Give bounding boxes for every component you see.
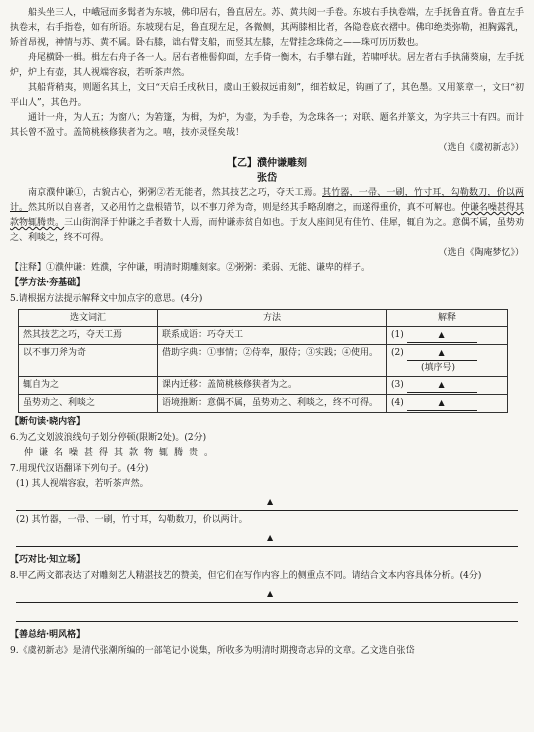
question-7-item-1: (1) 其人视端容寂，若听茶声然。 (16, 479, 149, 489)
answer-blank[interactable]: ▲ (407, 378, 477, 393)
table-row (19, 395, 508, 413)
yi-title: 【乙】濮仲谦雕刻 (227, 158, 307, 169)
question-7-stem: 7.用现代汉语翻译下列句子。(4分) (10, 464, 149, 474)
table-row (19, 327, 508, 345)
passage-yi (10, 156, 524, 261)
question-8-stem: 8.甲乙两文都表达了对雕刻艺人精湛技艺的赞美，但它们在写作内容上的侧重点不同。请结合文本内容具体分析。(4分) (10, 571, 482, 581)
table-cell-answer[interactable] (387, 345, 508, 377)
notes: 【注释】①濮仲谦：姓濮，字仲谦，明清时期雕刻家。②粥粥：柔弱、无能、谦卑的样子。 (10, 263, 371, 273)
table-header-row (19, 310, 508, 327)
answer-line[interactable] (16, 584, 518, 603)
table-cell-word: 虽势劝之、利啖之 (19, 395, 158, 413)
answer-blank[interactable]: ▲ (407, 396, 477, 411)
jia-paragraph-2 (10, 51, 524, 81)
table-row (19, 377, 508, 395)
jia-source: （选自《虞初新志》） (438, 143, 524, 153)
answer-marker: ▲ (267, 589, 274, 598)
answer-marker: ▲ (267, 497, 274, 506)
answer-hint: (填序号) (421, 363, 456, 373)
answer-blank[interactable]: ▲ (407, 328, 477, 343)
section-heading-3: 【巧对比·知立场】 (10, 555, 86, 565)
section-heading-1: 【学方法·夯基础】 (10, 278, 86, 288)
yi-line-1: 南京濮仲谦①，古貌古心，粥粥②若无能者，然其技艺之巧，夺天工焉。 (28, 188, 323, 198)
table-cell-answer[interactable] (387, 377, 508, 395)
question-6-stem: 6.为乙文划波浪线句子划分停顿(限断2处)。(2分) (10, 433, 207, 443)
table-cell-method: 借助字典：①事情；②侍奉，服侍；③实践；④使用。 (158, 345, 387, 377)
yi-line-3: 然其所以自喜者，又必用竹之盘根错节，以不事刀斧为奇，则是经其手略刮磨之，而遂得重价，真不可解也。 (28, 203, 461, 213)
question-9-stem: 9.《虞初新志》是清代张潮所编的一部笔记小说集，所收多为明清时期搜奇志异的文章。乙文选自张岱 (10, 646, 415, 656)
table-cell-method: 课内迁移：盖简桃核修狭者为之。 (158, 377, 387, 395)
yi-author: 张岱 (257, 173, 277, 184)
jia-paragraph-4: 通计一舟，为人五；为窗八；为箬篷，为楫，为炉，为壶，为手卷，为念珠各一；对联、题名并篆文，为字共三十有四。而计其长曾不盈寸。盖简桃核修狭者为之。嘻，技亦灵怪矣哉！ (10, 113, 524, 138)
table-header: 解释 (387, 310, 508, 327)
answer-line[interactable] (16, 492, 518, 511)
jia-paragraph-1: 船头坐三人，中峨冠而多髯者为东坡，佛印居右，鲁直居左。苏、黄共阅一手卷。东坡右手执卷端，左手抚鲁直背。鲁直左手执卷末，右手指卷，如有所语。东坡现右足，鲁直现左足，各微侧，其两膝相比者，各隐卷底衣褶中。佛印绝类弥勒，袒胸露乳，矫首昂视，神情与苏、黄不属。卧右膝，诎右臂支船，而竖其左膝，左臂挂念珠倚之——珠可历历数也。 (10, 8, 524, 48)
table-header: 选文词汇 (19, 310, 158, 327)
yi-line-5: 三山街润泽于仲谦之手者数十人焉，而仲谦赤贫自如也。于友人座间见有佳竹、佳犀，辄自为之。意偶不属，虽势劝之、利啖之，终不可得。 (10, 218, 524, 243)
answer-marker: ▲ (267, 533, 274, 542)
answer-number: (2) (391, 348, 404, 358)
yi-wavy-sentence: 仲谦名噪甚得其款物辄腾贵。 (10, 203, 524, 228)
section-heading-2: 【断句读·晓内容】 (10, 417, 86, 427)
question-5-table (18, 309, 508, 413)
answer-number: (4) (391, 398, 404, 408)
question-7-item-2: (2) 其竹器，一帚、一刷，竹寸耳，勾勒数刀，价以两计。 (16, 515, 248, 525)
table-row (19, 345, 508, 377)
table-cell-method: 语境推断：意偶不属，虽势劝之、利啖之，终不可得。 (158, 395, 387, 413)
answer-line[interactable] (16, 603, 518, 622)
table-cell-answer[interactable] (387, 327, 508, 345)
table-cell-word: 辄自为之 (19, 377, 158, 395)
question-6-sentence[interactable]: 仲谦名噪甚得其款物辄腾贵。 (24, 448, 220, 458)
table-cell-answer[interactable] (387, 395, 508, 413)
question-5-stem: 5.请根据方法提示解释文中加点字的意思。(4分) (10, 294, 203, 304)
yi-source: （选自《陶庵梦忆》） (438, 248, 524, 258)
answer-number: (1) (391, 330, 404, 340)
table-cell-word: 以不事刀斧为奇 (19, 345, 158, 377)
passage-jia (10, 6, 524, 156)
table-cell-method: 联系成语：巧夺天工 (158, 327, 387, 345)
answer-line[interactable] (16, 528, 518, 547)
jia-paragraph-3: 其船背稍夷，则题名其上，文曰“天启壬戌秋日，虞山王毅叔远甫刻”，细若蚊足，钩画了了，其色墨。又用篆章一，文曰“初平山人”，其色丹。 (10, 83, 524, 108)
table-cell-word: 然其技艺之巧，夺天工焉 (19, 327, 158, 345)
answer-blank[interactable]: ▲ (407, 346, 477, 361)
jia-paragraph-2-text: 舟尾横卧一楫。楫左右舟子各一人。居右者椎髻仰面，左手倚一衡木，右手攀右趾，若啸呼状。居左者右手执蒲葵扇，左手抚炉，炉上有壶，其人视端容寂，若听茶声然。 (10, 53, 524, 78)
section-heading-4: 【善总结·明风格】 (10, 630, 86, 640)
yi-underlined-sentence: 其竹器，一帚、一刷，竹寸耳，勾勒数刀，价以两计。 (10, 188, 524, 213)
yi-paragraph (10, 186, 524, 246)
table-header: 方法 (158, 310, 387, 327)
answer-number: (3) (391, 380, 404, 390)
